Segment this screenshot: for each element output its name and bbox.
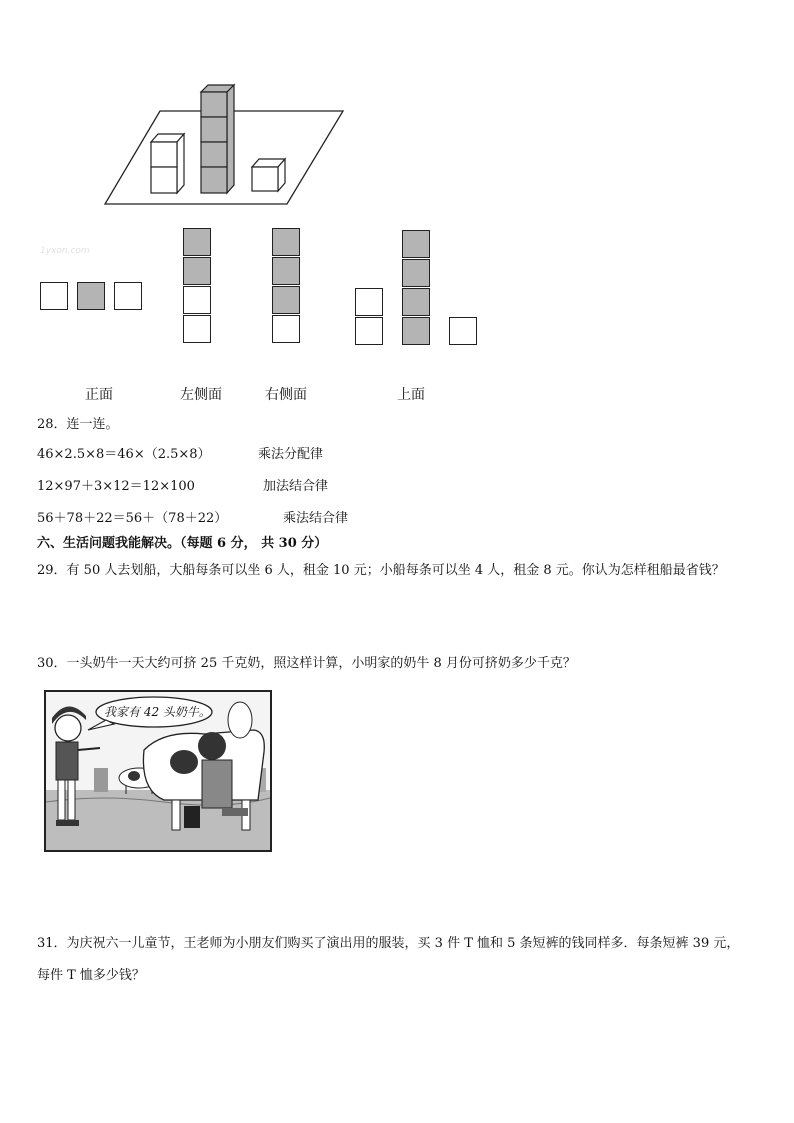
speech-bubble-text: 我家有 42 头奶牛。 bbox=[104, 705, 211, 719]
q31-text-line-1: 31．为庆祝六一儿童节，王老师为小朋友们购买了演出用的服装，买 3 件 T 恤和 5 条短裤的钱同样多．每条短裤 39 元， bbox=[37, 936, 740, 951]
q28-expr-1[interactable]: 46×2.5×8＝46×（2.5×8） bbox=[37, 447, 211, 462]
section-6-heading: 六、生活问题我能解决。（每题 6 分， 共 30 分） bbox=[37, 536, 328, 551]
q28-expr-3[interactable]: 56＋78＋22＝56＋（78＋22） bbox=[37, 511, 228, 526]
cube-stack-figure bbox=[100, 80, 350, 210]
q28-title: 28．连一连。 bbox=[37, 417, 119, 432]
view-d-square-5 bbox=[402, 288, 430, 316]
label-left-side[interactable]: 左侧面 bbox=[180, 387, 222, 403]
q28-law-3[interactable]: 乘法结合律 bbox=[283, 511, 349, 526]
view-d-square-7 bbox=[449, 317, 477, 345]
q28-law-2[interactable]: 加法结合律 bbox=[263, 479, 329, 494]
view-d-square-6 bbox=[402, 317, 430, 345]
view-d-square-3 bbox=[402, 230, 430, 258]
q29-text: 29．有 50 人去划船，大船每条可以坐 6 人，租金 10 元；小船每条可以坐 4 人，租金 8 元。你认为怎样租船最省钱？ bbox=[37, 563, 725, 578]
q28-law-1[interactable]: 乘法分配律 bbox=[258, 447, 324, 462]
view-c-square-3 bbox=[272, 286, 300, 314]
view-b-square-4 bbox=[183, 315, 211, 343]
view-d-square-1 bbox=[355, 288, 383, 316]
label-front[interactable]: 正面 bbox=[85, 387, 113, 403]
view-b-square-3 bbox=[183, 286, 211, 314]
view-c-square-4 bbox=[272, 315, 300, 343]
watermark: 1yxon.com bbox=[40, 246, 90, 256]
view-d-square-4 bbox=[402, 259, 430, 287]
view-a-square-1 bbox=[40, 282, 68, 310]
q28-expr-2[interactable]: 12×97＋3×12＝12×100 bbox=[37, 479, 195, 494]
view-b-square-1 bbox=[183, 228, 211, 256]
view-a-square-2 bbox=[77, 282, 105, 310]
view-a-square-3 bbox=[114, 282, 142, 310]
view-b-square-2 bbox=[183, 257, 211, 285]
label-top[interactable]: 上面 bbox=[397, 387, 425, 403]
view-c-square-2 bbox=[272, 257, 300, 285]
label-right-side[interactable]: 右侧面 bbox=[265, 387, 307, 403]
q31-text-line-2: 每件 T 恤多少钱？ bbox=[37, 968, 145, 983]
view-c-square-1 bbox=[272, 228, 300, 256]
q30-text: 30．一头奶牛一天大约可挤 25 千克奶，照这样计算，小明家的奶牛 8 月份可挤奶多少千克？ bbox=[37, 656, 576, 671]
view-d-square-2 bbox=[355, 317, 383, 345]
